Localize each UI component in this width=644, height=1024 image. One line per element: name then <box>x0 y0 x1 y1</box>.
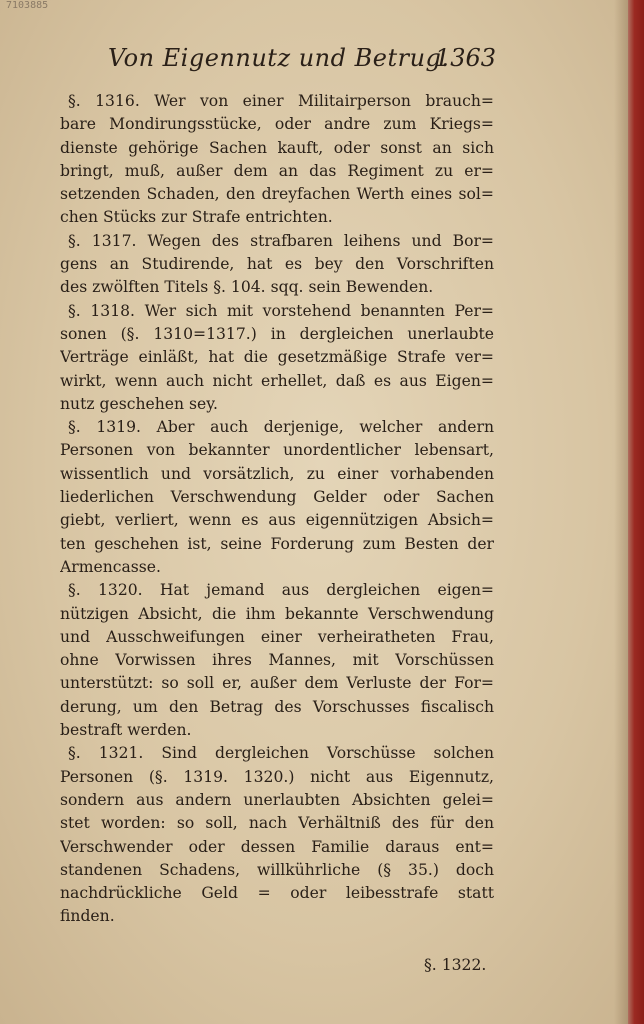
page-gutter-shadow <box>614 0 628 1024</box>
text-line: derung, um den Betrag des Vorschusses fiscalisch <box>60 697 494 716</box>
page-number: 1363 <box>434 44 496 72</box>
paragraph-2 <box>60 230 494 300</box>
paragraph-3 <box>60 300 494 416</box>
text-line: sonen (§. 1310=1317.) in dergleichen unerlaubte <box>60 324 494 343</box>
text-line: giebt, verliert, wenn es aus eigennützigen Absich= <box>60 511 494 530</box>
library-stamp: 7103885 <box>6 0 49 11</box>
text-line: §. 1321. Sind dergleichen Vorschüsse solchen <box>68 744 494 763</box>
text-line: bare Mondirungsstücke, oder andre zum Kriegs= <box>60 115 494 134</box>
text-line: Verträge einläßt, hat die gesetzmäßige Strafe ver= <box>60 348 494 367</box>
text-line: nützigen Absicht, die ihm bekannte Verschwendung <box>60 604 494 623</box>
text-line: nachdrückliche Geld = oder leibesstrafe statt <box>60 884 494 903</box>
page-body <box>60 90 494 929</box>
text-line: bringt, muß, außer dem an das Regiment zu er= <box>60 161 494 180</box>
text-line: liederlichen Verschwendung Gelder oder Sachen <box>60 488 494 507</box>
paragraph-4 <box>60 416 494 579</box>
text-line: Personen (§. 1319. 1320.) nicht aus Eigennutz, <box>60 767 494 786</box>
paragraph-5 <box>60 579 494 742</box>
text-line: gens an Studirende, hat es bey den Vorschriften <box>60 255 494 274</box>
text-line: und Ausschweifungen einer verheiratheten Frau, <box>60 627 494 646</box>
text-line: ohne Vorwissen ihres Mannes, mit Vorschüssen <box>60 651 494 670</box>
text-line: chen Stücks zur Strafe entrichten. <box>60 208 333 227</box>
text-line: sondern aus andern unerlaubten Absichten gelei= <box>60 790 494 809</box>
page-header <box>108 44 496 80</box>
text-line: §. 1318. Wer sich mit vorstehend benannten Per= <box>68 301 494 320</box>
text-line: Verschwender oder dessen Familie daraus ent= <box>60 837 494 856</box>
text-line: des zwölften Titels §. 104. sqq. sein Bewenden. <box>60 278 434 297</box>
paragraph-6 <box>60 742 494 928</box>
book-spine-edge <box>628 0 644 1024</box>
text-line: §. 1316. Wer von einer Militairperson brauch= <box>68 92 494 110</box>
text-line: bestraft werden. <box>60 721 192 740</box>
text-line: §. 1317. Wegen des strafbaren leihens und Bor= <box>68 231 494 250</box>
paragraph-1 <box>60 90 494 230</box>
text-line: ten geschehen ist, seine Forderung zum Besten der <box>60 534 494 553</box>
running-title: Von Eigennutz und Betrug. <box>108 44 450 72</box>
text-line: stet worden: so soll, nach Verhältniß des für den <box>60 814 494 833</box>
text-line: nutz geschehen sey. <box>60 394 218 413</box>
text-line: §. 1319. Aber auch derjenige, welcher andern <box>68 418 494 437</box>
text-line: Armencasse. <box>60 557 161 576</box>
text-line: setzenden Schaden, den dreyfachen Werth eines sol= <box>60 185 494 204</box>
text-line: unterstützt: so soll er, außer dem Verluste der For= <box>60 674 494 693</box>
text-line: dienste gehörige Sachen kauft, oder sonst an sich <box>60 138 494 157</box>
text-line: wissentlich und vorsätzlich, zu einer vorhabenden <box>60 464 494 483</box>
text-line: Personen von bekannter unordentlicher lebensart, <box>60 441 494 460</box>
text-line: wirkt, wenn auch nicht erhellet, daß es aus Eigen= <box>60 371 494 390</box>
text-line: standenen Schadens, willkührliche (§ 35.) doch <box>60 860 494 879</box>
catchword: §. 1322. <box>424 956 487 974</box>
text-line: §. 1320. Hat jemand aus dergleichen eigen= <box>68 581 494 600</box>
text-line: finden. <box>60 907 115 926</box>
